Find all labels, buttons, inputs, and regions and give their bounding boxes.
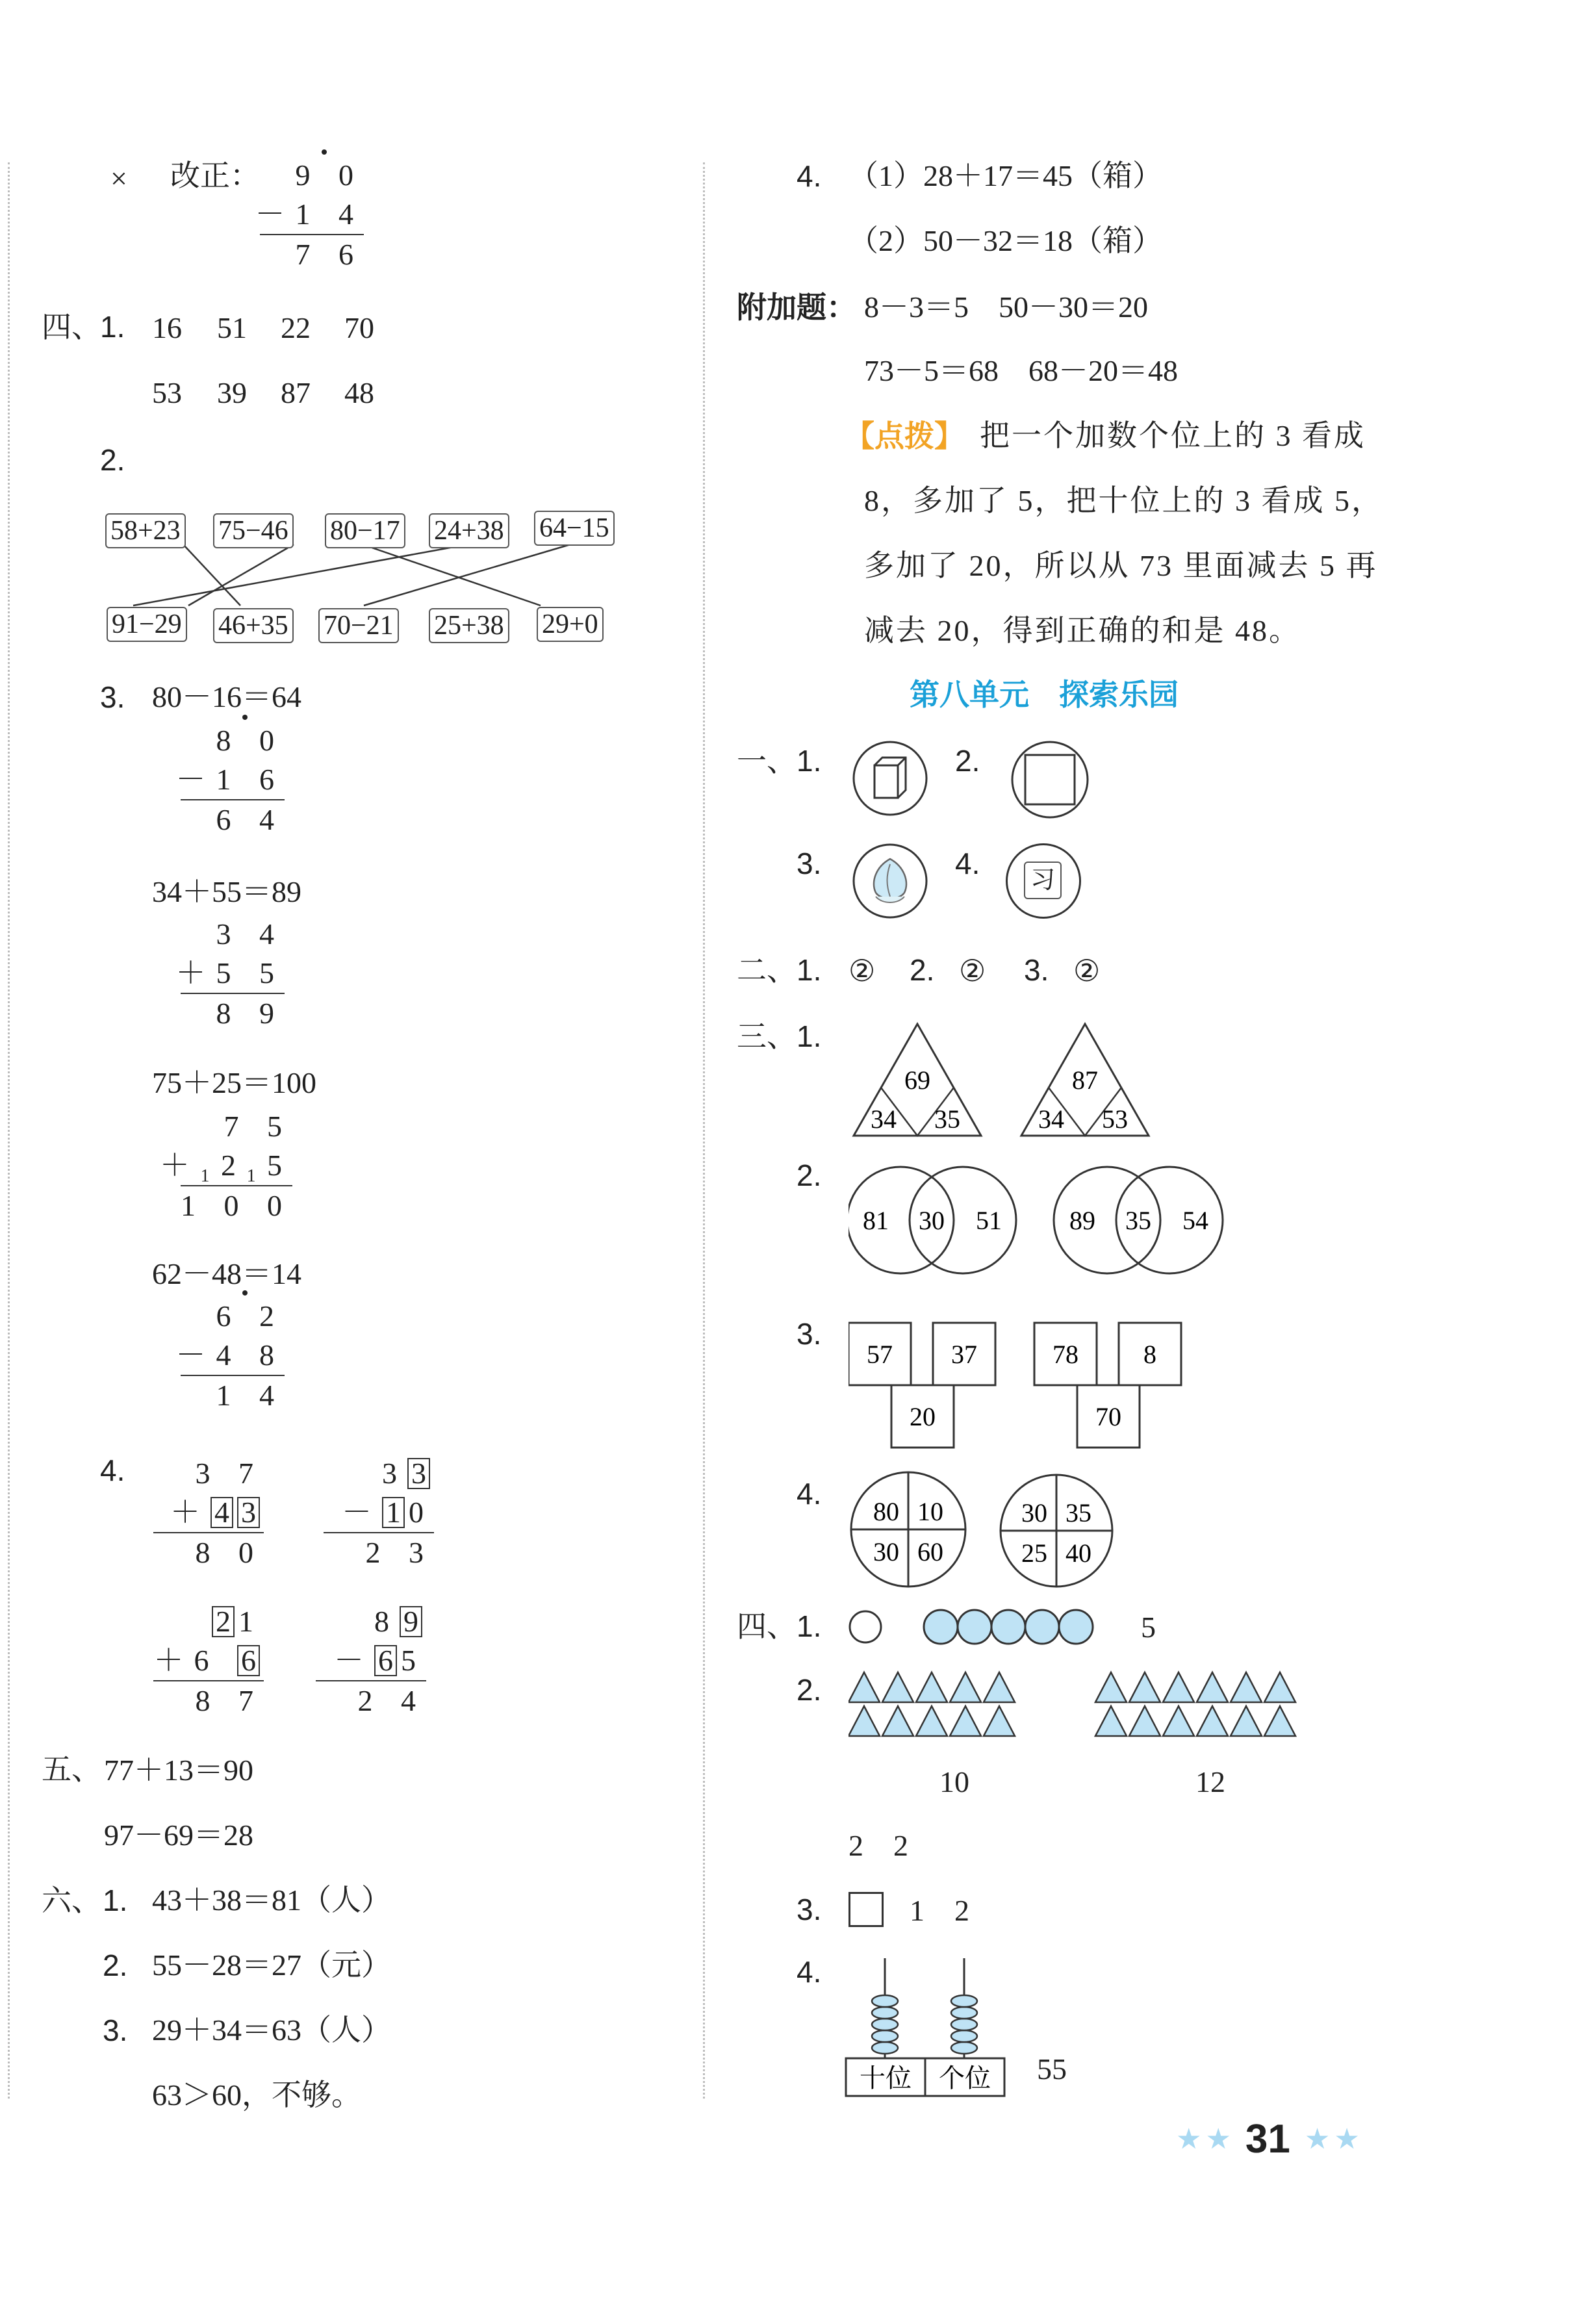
calc-result: 7 6 — [295, 238, 364, 271]
square-icon — [1025, 755, 1075, 804]
answer-line: 29＋34＝63（人） — [152, 2013, 391, 2047]
calc-row: ＋₁2₁5 — [159, 1149, 292, 1182]
answer-value: 51 — [217, 311, 247, 344]
expression-card: 24+38 — [429, 513, 509, 548]
circle-groups — [848, 1607, 1121, 1646]
item-number: 2. — [797, 1673, 822, 1707]
calc-row — [216, 1297, 285, 1336]
item-number: 3. — [797, 1317, 822, 1351]
carry-dot: 6 2 — [216, 1297, 285, 1336]
character-card: 习 — [1024, 862, 1062, 899]
hint-text: 8，多加了 5，把十位上的 3 看成 5， — [864, 484, 1383, 517]
item-number: 1. — [797, 1019, 822, 1053]
match-line — [133, 544, 468, 606]
match-line — [188, 544, 294, 606]
hint-text: 把一个加数个位上的 3 看成 — [980, 419, 1366, 452]
answer-value: 2 2 — [848, 1829, 908, 1862]
calc-row: 2 1 — [212, 1602, 264, 1641]
star-icon: ★ — [1205, 2123, 1231, 2155]
answer-box: 1 — [382, 1497, 405, 1528]
item-number: 4. — [797, 1955, 822, 1989]
answer-value: 55 — [1037, 2052, 1067, 2086]
answer-line: 77＋13＝90 — [104, 1754, 253, 1787]
equation: 80－16＝64 — [152, 680, 301, 713]
triangle-group-1 — [848, 1672, 1015, 1736]
answer-line: 55－28＝27（元） — [152, 1948, 391, 1982]
circle-shape — [924, 1610, 958, 1644]
item-number: 1. — [797, 1609, 822, 1643]
hint-text: 多加了 20，所以从 73 里面减去 5 再 — [864, 549, 1378, 582]
box-group-1 — [848, 1323, 995, 1448]
quarter-value: 30 — [873, 1537, 899, 1566]
correction-vertical-calc — [255, 156, 364, 274]
calc-result: 8 7 — [195, 1684, 264, 1717]
answer-value: 22 — [281, 311, 311, 344]
venn-1 — [848, 1167, 1016, 1273]
calc-row: ＋5 5 — [175, 956, 285, 990]
choice-answer: ② — [848, 954, 876, 988]
hint-label: 【点拨】 — [845, 419, 964, 453]
circle-shape — [991, 1610, 1025, 1644]
fill-box-calc — [324, 1454, 434, 1572]
choice-circle — [1012, 742, 1088, 817]
q4-4-number: 4. — [100, 1453, 125, 1487]
answer-value: 16 — [152, 311, 182, 344]
answer-line: 43＋38＝81（人） — [152, 1883, 391, 1917]
section-3-label: 三、 — [737, 1019, 797, 1053]
venn-middle: 30 — [919, 1206, 945, 1235]
calc-result: 1 4 — [216, 1379, 285, 1412]
page-number: 31 — [1245, 2117, 1290, 2162]
venn-right: 51 — [976, 1206, 1002, 1235]
answer-value: 48 — [344, 376, 374, 409]
box-value: 70 — [1095, 1402, 1121, 1431]
peach-choice — [851, 842, 929, 920]
answer-line: （1）28＋17＝45（箱） — [848, 159, 1162, 192]
quarter-circle-1 — [851, 1472, 965, 1587]
number-boxes — [848, 1320, 1199, 1457]
calc-result: 2 3 — [365, 1536, 434, 1569]
box-group-2 — [1034, 1323, 1181, 1448]
venn-left: 81 — [863, 1206, 889, 1235]
item-number: 1. — [797, 953, 822, 987]
equation: 75＋25＝100 — [152, 1066, 316, 1099]
vertical-calc — [159, 1107, 292, 1225]
quarter-value: 30 — [1021, 1498, 1047, 1527]
peach-leaf — [876, 897, 904, 902]
bonus-label: 附加题： — [737, 290, 856, 324]
calc-row: －1 4 — [255, 198, 364, 231]
quarter-value: 40 — [1065, 1539, 1091, 1568]
triangle-right: 53 — [1102, 1105, 1128, 1134]
item-number: 2. — [103, 1948, 128, 1982]
answer-line: 63＞60，不够。 — [152, 2078, 361, 2112]
q4-2-number: 2. — [100, 443, 125, 477]
expression-card: 70−21 — [318, 608, 399, 643]
q4-3-number: 3. — [100, 680, 125, 714]
quarter-value: 35 — [1065, 1498, 1091, 1527]
answer-line: 8－3＝5 50－30＝20 — [864, 290, 1148, 324]
calc-row: 3 4 — [216, 917, 285, 951]
triangle-right: 35 — [934, 1105, 960, 1134]
calc-result: 2 4 — [357, 1684, 426, 1717]
quarter-value: 10 — [917, 1497, 943, 1526]
correction-label: 改正： — [170, 159, 260, 192]
calc-row: 8 9 — [374, 1602, 426, 1641]
calc-row: 7 5 — [223, 1110, 292, 1143]
quartered-circles — [848, 1470, 1121, 1593]
item-number: 2. — [797, 1158, 822, 1192]
expression-card: 46+35 — [213, 608, 294, 643]
calc-result: 8 9 — [216, 997, 285, 1030]
answer-value: 53 — [152, 376, 182, 409]
section-5-label: 五、 — [42, 1752, 101, 1786]
answer-box: 6 — [237, 1645, 260, 1676]
section-4-label: 四、 — [42, 310, 101, 344]
circle-shape — [850, 1611, 881, 1642]
box-value: 8 — [1143, 1340, 1156, 1369]
venn-right: 54 — [1182, 1206, 1208, 1235]
fill-box-calc — [153, 1454, 264, 1572]
triangle-groups — [848, 1670, 1329, 1741]
answer-box: 6 — [374, 1645, 397, 1676]
triangle-2 — [1021, 1024, 1149, 1136]
box-value: 57 — [867, 1340, 893, 1369]
answer-value: 10 — [939, 1765, 969, 1798]
star-icon: ★ — [1334, 2123, 1360, 2155]
unit-title: 第八单元 探索乐园 — [910, 678, 1179, 711]
fill-box-calc — [153, 1602, 264, 1720]
wrong-mark: × — [110, 162, 127, 195]
venn-middle: 35 — [1125, 1206, 1151, 1235]
abacus — [845, 1952, 1014, 2101]
match-line — [183, 544, 240, 606]
calc-row: －4 8 — [175, 1338, 285, 1372]
calc-row: －1 6 — [175, 763, 285, 796]
circle-shape — [958, 1610, 991, 1644]
answer-value: 5 — [1141, 1611, 1156, 1644]
item-number: 1. — [797, 744, 822, 778]
equation: 34＋55＝89 — [152, 875, 301, 908]
hint-text: 减去 20，得到正确的和是 48。 — [864, 614, 1301, 647]
cuboid-icon — [874, 765, 898, 798]
item-number: 3. — [797, 1893, 822, 1926]
calc-result: 6 4 — [216, 803, 285, 836]
item-number: 4. — [955, 847, 980, 880]
section-4-right-label: 四、 — [737, 1609, 797, 1643]
answer-value: 87 — [281, 376, 311, 409]
vertical-calc — [175, 1297, 285, 1415]
page-number-area — [1176, 2119, 1360, 2160]
venn-left: 89 — [1069, 1206, 1095, 1235]
triangle-1 — [854, 1024, 981, 1136]
vertical-calc — [175, 721, 285, 839]
calc-row — [216, 721, 285, 760]
answer-box: 3 — [237, 1497, 260, 1528]
number-triangles — [848, 1020, 1316, 1143]
ones-beads — [951, 1995, 977, 2054]
calc-row: 3 3 — [382, 1454, 434, 1493]
section-2-label: 二、 — [737, 953, 797, 987]
match-line — [363, 544, 541, 606]
fill-box-calc — [316, 1602, 426, 1720]
tens-beads — [872, 1995, 898, 2054]
venn-2 — [1054, 1167, 1223, 1273]
item-number: 3. — [797, 847, 822, 880]
item-number: 3. — [103, 2013, 128, 2047]
carry-dot: 9 0 — [296, 156, 364, 195]
calc-row: － 1 0 — [342, 1496, 434, 1529]
expression-card: 80−17 — [325, 513, 405, 548]
calc-result: 1 0 0 — [181, 1189, 292, 1222]
triangle-top: 87 — [1072, 1066, 1098, 1095]
answer-box: 9 — [400, 1606, 422, 1637]
match-line — [364, 544, 570, 606]
star-icon: ★ — [1176, 2123, 1202, 2155]
carry-dot: 8 0 — [216, 721, 285, 760]
center-divider — [703, 162, 705, 2099]
expression-card: 64−15 — [534, 511, 615, 546]
expression-card: 29+0 — [537, 607, 604, 642]
answer-value: 70 — [344, 311, 374, 344]
box-value: 20 — [910, 1402, 936, 1431]
choice-answer: ② — [959, 954, 986, 988]
triangle-top: 69 — [904, 1066, 930, 1095]
calc-row: ＋6 6 — [154, 1641, 264, 1680]
section-1-label: 一、 — [737, 744, 797, 778]
ones-label: 个位 — [939, 2063, 991, 2093]
triangle-left: 34 — [1038, 1105, 1064, 1134]
item-number: 4. — [797, 159, 822, 193]
answer-box: 4 — [211, 1497, 233, 1528]
item-number: 1. — [103, 1883, 128, 1917]
left-margin-line — [8, 162, 10, 2099]
quarter-value: 60 — [917, 1537, 943, 1566]
box-value: 78 — [1053, 1340, 1078, 1369]
q4-1-number: 1. — [100, 310, 125, 344]
cuboid-edge — [898, 758, 906, 765]
item-number: 3. — [1024, 953, 1049, 987]
calc-result: 8 0 — [195, 1536, 264, 1569]
item-number: 2. — [910, 953, 935, 987]
answer-box: 2 — [212, 1606, 235, 1637]
triangle-group-2 — [1095, 1672, 1295, 1736]
equation: 62－48＝14 — [152, 1257, 301, 1290]
square-choice — [1010, 739, 1090, 820]
circle-shape — [1059, 1610, 1093, 1644]
calc-row: 3 7 — [195, 1457, 264, 1490]
section-6-label: 六、 — [42, 1883, 101, 1917]
calc-row: ＋ 4 3 — [170, 1493, 264, 1532]
expression-card: 91−29 — [107, 607, 187, 642]
quarter-value: 25 — [1021, 1539, 1047, 1568]
answer-box: 3 — [407, 1458, 430, 1489]
calc-row — [296, 156, 364, 195]
cuboid-choice — [851, 739, 929, 817]
item-number: 4. — [797, 1477, 822, 1511]
tens-label: 十位 — [860, 2063, 912, 2093]
calc-row: － 6 5 — [334, 1644, 426, 1677]
quarter-circle-2 — [1001, 1475, 1112, 1587]
answer-value: 12 — [1195, 1765, 1225, 1798]
expression-card: 75−46 — [213, 513, 294, 548]
answer-line: 73－5＝68 68－20＝48 — [864, 354, 1178, 387]
triangle-left: 34 — [871, 1105, 897, 1134]
expression-card: 25+38 — [429, 608, 509, 643]
choice-answer: ② — [1073, 954, 1101, 988]
answer-line: （2）50－32＝18（箱） — [848, 224, 1162, 257]
item-number: 2. — [955, 744, 980, 778]
square-shape — [848, 1892, 884, 1927]
vertical-calc — [175, 915, 285, 1033]
quarter-value: 80 — [873, 1497, 899, 1526]
expression-card: 58+23 — [105, 513, 186, 548]
answer-line: 97－69＝28 — [104, 1819, 253, 1852]
circle-shape — [1025, 1610, 1059, 1644]
answer-value: 1 2 — [910, 1894, 969, 1927]
answer-value: 39 — [217, 376, 247, 409]
box-value: 37 — [951, 1340, 977, 1369]
venn-diagrams — [848, 1163, 1251, 1277]
star-icon: ★ — [1304, 2123, 1331, 2155]
